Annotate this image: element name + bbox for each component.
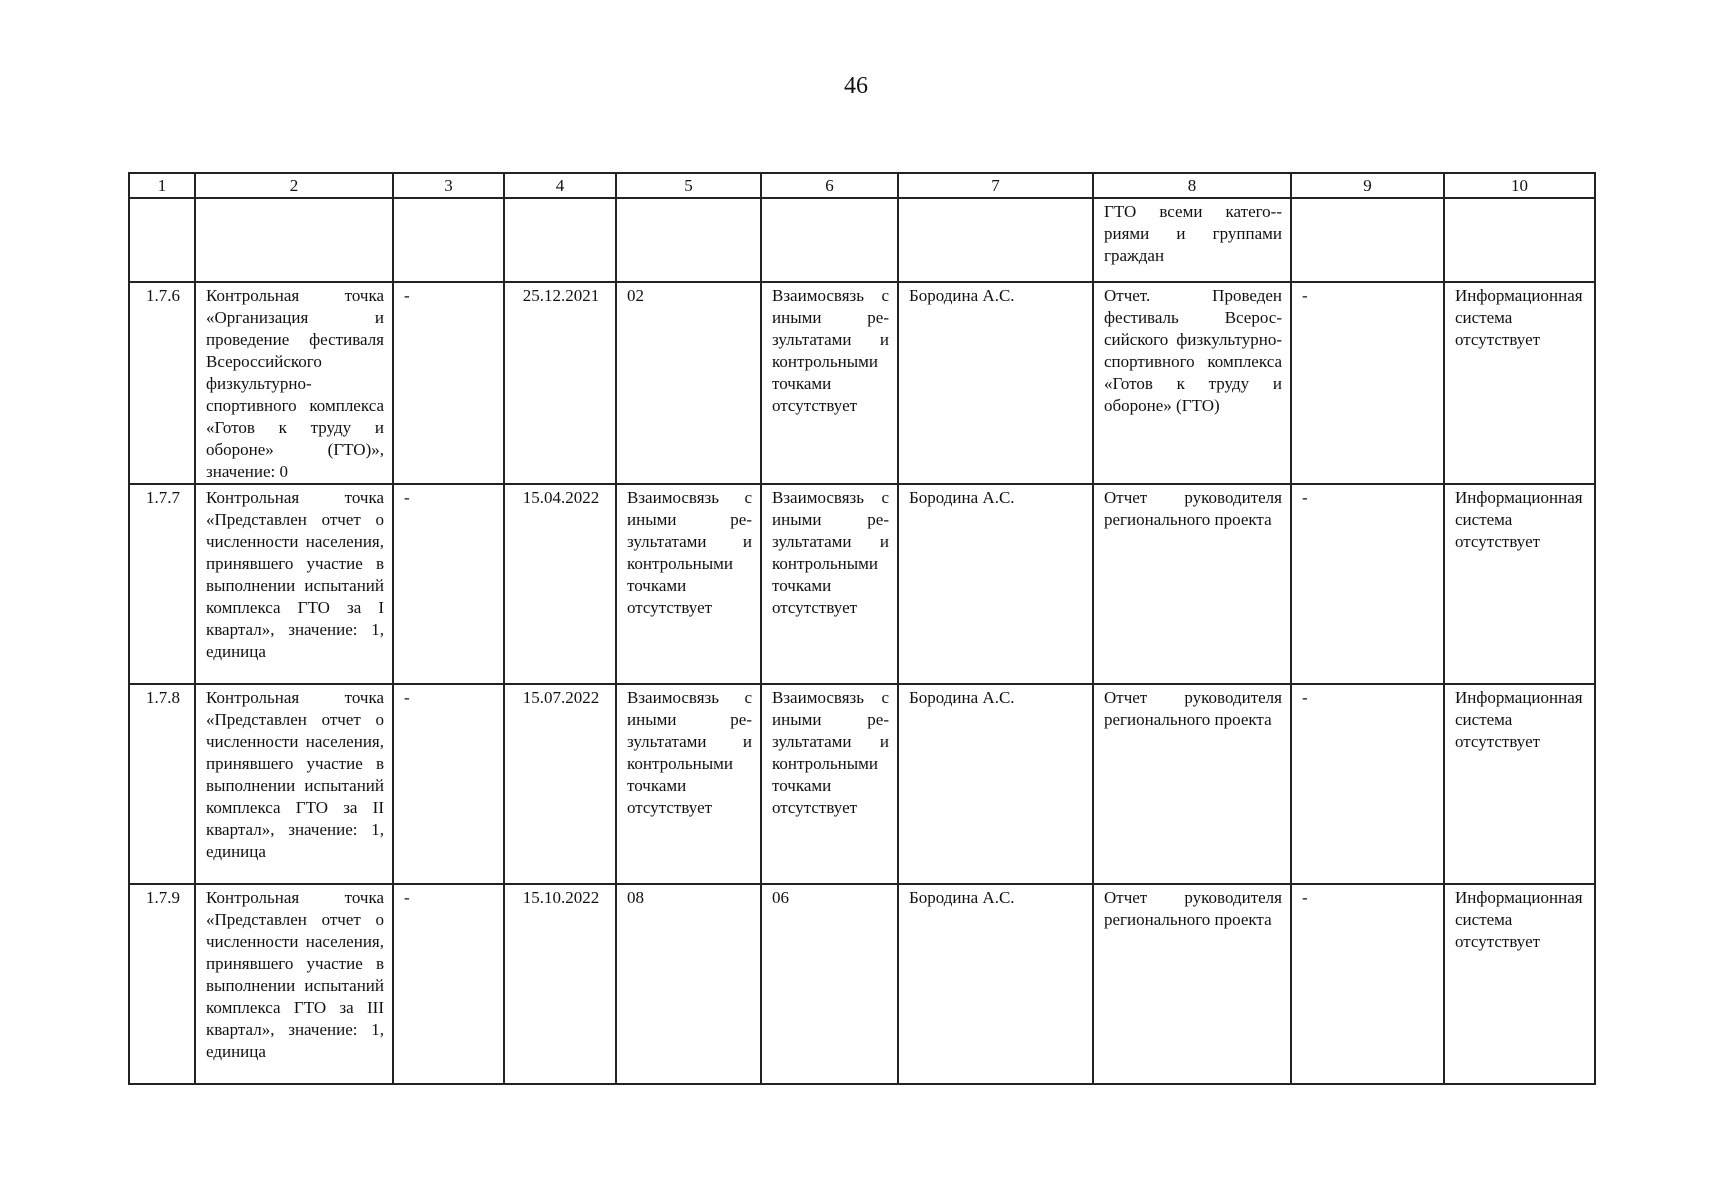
result-description-cell: ГТО всеми катего-риями и группами граждан [1093, 198, 1291, 282]
column-header: 9 [1291, 173, 1444, 198]
date-cell: 25.12.2021 [504, 282, 616, 484]
column-header: 10 [1444, 173, 1595, 198]
responsible-person-cell: Бородина А.С. [898, 282, 1093, 484]
table-cell [504, 198, 616, 282]
table-cell [129, 198, 195, 282]
table-row [129, 684, 1595, 884]
item-number-cell: 1.7.7 [129, 484, 195, 684]
responsible-person-cell: Бородина А.С. [898, 884, 1093, 1084]
responsible-person-cell: Бородина А.С. [898, 684, 1093, 884]
table-cell: - [393, 282, 504, 484]
continuation-row [129, 198, 1595, 282]
column-header: 8 [1093, 173, 1291, 198]
control-point-name-cell: Контрольная точка «Организация и проведение фестиваля Всероссийского физкультурно-спортивного комплекса «Готов к труду и обороне» (ГТО)», значение: 0 [195, 282, 393, 484]
information-system-cell: Информационная система отсутствует [1444, 884, 1595, 1084]
table-cell: Взаимосвязь с иными результатами и контрольными точками отсутствует [761, 282, 898, 484]
column-header: 6 [761, 173, 898, 198]
item-number-cell: 1.7.8 [129, 684, 195, 884]
control-points-table [128, 172, 1596, 1085]
column-number-header-row [129, 173, 1595, 198]
table-cell: Взаимосвязь с иными результатами и контрольными точками отсутствует [616, 684, 761, 884]
table-cell: Взаимосвязь с иными результатами и контрольными точками отсутствует [616, 484, 761, 684]
column-header: 4 [504, 173, 616, 198]
table-row [129, 884, 1595, 1084]
table-cell: - [1291, 282, 1444, 484]
information-system-cell: Информационная система отсутствует [1444, 282, 1595, 484]
column-header: 2 [195, 173, 393, 198]
table-cell: - [1291, 484, 1444, 684]
table-cell: - [1291, 684, 1444, 884]
item-number-cell: 1.7.9 [129, 884, 195, 1084]
information-system-cell: Информационная система отсутствует [1444, 684, 1595, 884]
table-cell: 08 [616, 884, 761, 1084]
table-cell [393, 198, 504, 282]
table-cell: - [393, 484, 504, 684]
table-cell: - [393, 884, 504, 1084]
table-cell [195, 198, 393, 282]
table-row [129, 282, 1595, 484]
control-point-name-cell: Контрольная точка «Представлен отчет о численности населения, принявшего участие в выполнении испытаний комплекса ГТО за III квартал», значение: 1, единица [195, 884, 393, 1084]
information-system-cell: Информационная система отсутствует [1444, 484, 1595, 684]
table-cell: - [1291, 884, 1444, 1084]
table-cell: 02 [616, 282, 761, 484]
table-cell [761, 198, 898, 282]
date-cell: 15.04.2022 [504, 484, 616, 684]
control-point-name-cell: Контрольная точка «Представлен отчет о численности населения, принявшего участие в выполнении испытаний комплекса ГТО за I квартал», значение: 1, единица [195, 484, 393, 684]
page-number: 46 [844, 73, 868, 99]
column-header: 7 [898, 173, 1093, 198]
table-cell [616, 198, 761, 282]
column-header: 5 [616, 173, 761, 198]
date-cell: 15.07.2022 [504, 684, 616, 884]
responsible-person-cell: Бородина А.С. [898, 484, 1093, 684]
date-cell: 15.10.2022 [504, 884, 616, 1084]
result-description-cell: Отчет руководителя регионального проекта [1093, 484, 1291, 684]
column-header: 3 [393, 173, 504, 198]
control-point-name-cell: Контрольная точка «Представлен отчет о численности населения, принявшего участие в выполнении испытаний комплекса ГТО за II квартал», значение: 1, единица [195, 684, 393, 884]
table-cell: - [393, 684, 504, 884]
result-description-cell: Отчет. Проведен фестиваль Всероссийского физкультурно-спортивного комплекса «Готов к труду и обороне» (ГТО) [1093, 282, 1291, 484]
column-header: 1 [129, 173, 195, 198]
table-cell [898, 198, 1093, 282]
result-description-cell: Отчет руководителя регионального проекта [1093, 684, 1291, 884]
item-number-cell: 1.7.6 [129, 282, 195, 484]
table-row [129, 484, 1595, 684]
table-cell [1291, 198, 1444, 282]
result-description-cell: Отчет руководителя регионального проекта [1093, 884, 1291, 1084]
table-cell: Взаимосвязь с иными результатами и контрольными точками отсутствует [761, 484, 898, 684]
table-cell: 06 [761, 884, 898, 1084]
table-cell [1444, 198, 1595, 282]
table-cell: Взаимосвязь с иными результатами и контрольными точками отсутствует [761, 684, 898, 884]
